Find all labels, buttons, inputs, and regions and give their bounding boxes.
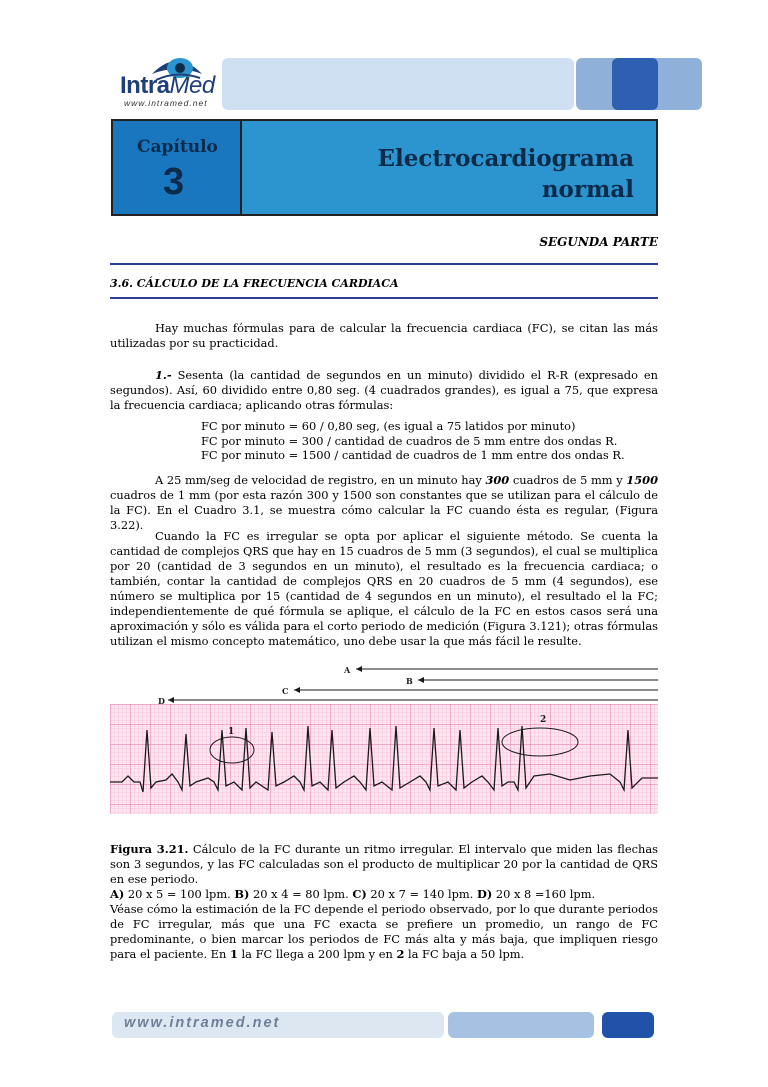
paragraph-2: 1.- Sesenta (la cantidad de segundos en un minuto) dividido el R-R (expresado en segundos). Así, 60 dividido entre 0,80 seg. (4 cuadrados grandes), es igual a 75, que expresa la frecuencia cardiaca; aplicando otras fórmulas: (110, 368, 658, 412)
caption-label: Figura 3.21. (110, 842, 189, 856)
part-heading: SEGUNDA PARTE (539, 235, 658, 249)
formula-3: FC por minuto = 1500 / cantidad de cuadros de 1 mm entre dos ondas R. (201, 448, 625, 462)
item-number: 1.- (155, 368, 172, 382)
chapter-title-line1: Electrocardiograma (377, 145, 634, 172)
paragraph-4: Cuando la FC es irregular se opta por aplicar el siguiente método. Se cuenta la cantidad de complejos QRS que hay en 15 cuadros de 5 mm (3 segundos), el cual se multiplica por 20 (cantidad de 3 segundos en un minuto), el resultado es la frecuencia cardiaca; o también, contar la cantidad de complejos QRS en 20 cuadros de 5 mm (4 segundos), ese número se multiplica por 15 (cantidad de 4 segundos en un minuto), el resultado el la FC; independientemente de qué fórmula se aplique, el cálculo de la FC en estos casos será una aproximación y sólo es válida para el corto periodo de medición (Figura 3.121); otras fórmulas utilizan el mismo concepto matemático, uno debe usar la que más fácil le resulte. (110, 529, 658, 648)
logo-url: www.intramed.net (124, 98, 208, 108)
paragraph-1: Hay muchas fórmulas para de calcular la frecuencia cardiaca (FC), se citan las más utilizadas por su practicidad. (110, 321, 658, 350)
chapter-banner (111, 119, 658, 216)
label-2: 2 (540, 715, 547, 725)
label-a: A (344, 665, 351, 675)
divider-top (110, 263, 658, 265)
formula-list (201, 419, 625, 463)
label-c: C (282, 686, 289, 696)
chapter-title (377, 143, 634, 205)
logo-intra: Intra (120, 72, 170, 99)
footer-url: www.intramed.net (124, 1015, 281, 1031)
formula-1: FC por minuto = 60 / 0,80 seg, (es igual a 75 latidos por minuto) (201, 419, 576, 433)
figure-caption: Figura 3.21. Cálculo de la FC durante un ritmo irregular. El intervalo que miden las flechas son 3 segundos, y las FC calculadas son el producto de multiplicar 20 por la cantidad de QRS en ese periodo. A) 20 x 5 = 100 lpm. B) 20 x 4 = 80 lpm. C) 20 x 7 = 140 lpm. D) 20 x 8 =160 lpm. Véase cómo la estimación de la FC depende el periodo observado, por lo que durante periodos de FC irregular, más que una FC exacta se prefiere un promedio, un rango de FC predominante, o bien marcar los periodos de FC más alta y más baja, que impliquen riesgo para el paciente. En 1 la FC llega a 200 lpm y en 2 la FC baja a 50 lpm. (110, 842, 658, 961)
label-d: D (158, 696, 165, 706)
results-line: A) 20 x 5 = 100 lpm. B) 20 x 4 = 80 lpm. C) 20 x 7 = 140 lpm. D) 20 x 8 =160 lpm. (110, 887, 596, 901)
divider-bottom (110, 297, 658, 299)
label-b: B (406, 676, 413, 686)
logo-wordmark (120, 72, 215, 100)
ecg-figure (110, 664, 658, 824)
chapter-label: Capítulo (137, 137, 218, 157)
label-1: 1 (228, 727, 235, 737)
section-title: 3.6. CÁLCULO DE LA FRECUENCIA CARDIACA (110, 277, 399, 290)
chapter-number: 3 (163, 161, 185, 203)
chapter-number-panel (113, 121, 242, 214)
formula-2: FC por minuto = 300 / cantidad de cuadros de 5 mm entre dos ondas R. (201, 433, 618, 448)
chapter-title-line2: normal (541, 176, 634, 203)
logo-med: Med (169, 72, 215, 99)
paragraph-3: A 25 mm/seg de velocidad de registro, en un minuto hay 300 cuadros de 5 mm y 1500 cuadros de 1 mm (por esta razón 300 y 1500 son constantes que se utilizan para el cálculo de la FC). En el Cuadro 3.1, se muestra cómo calcular la FC cuando ésta es regular, (Figura 3.22). (110, 473, 658, 532)
